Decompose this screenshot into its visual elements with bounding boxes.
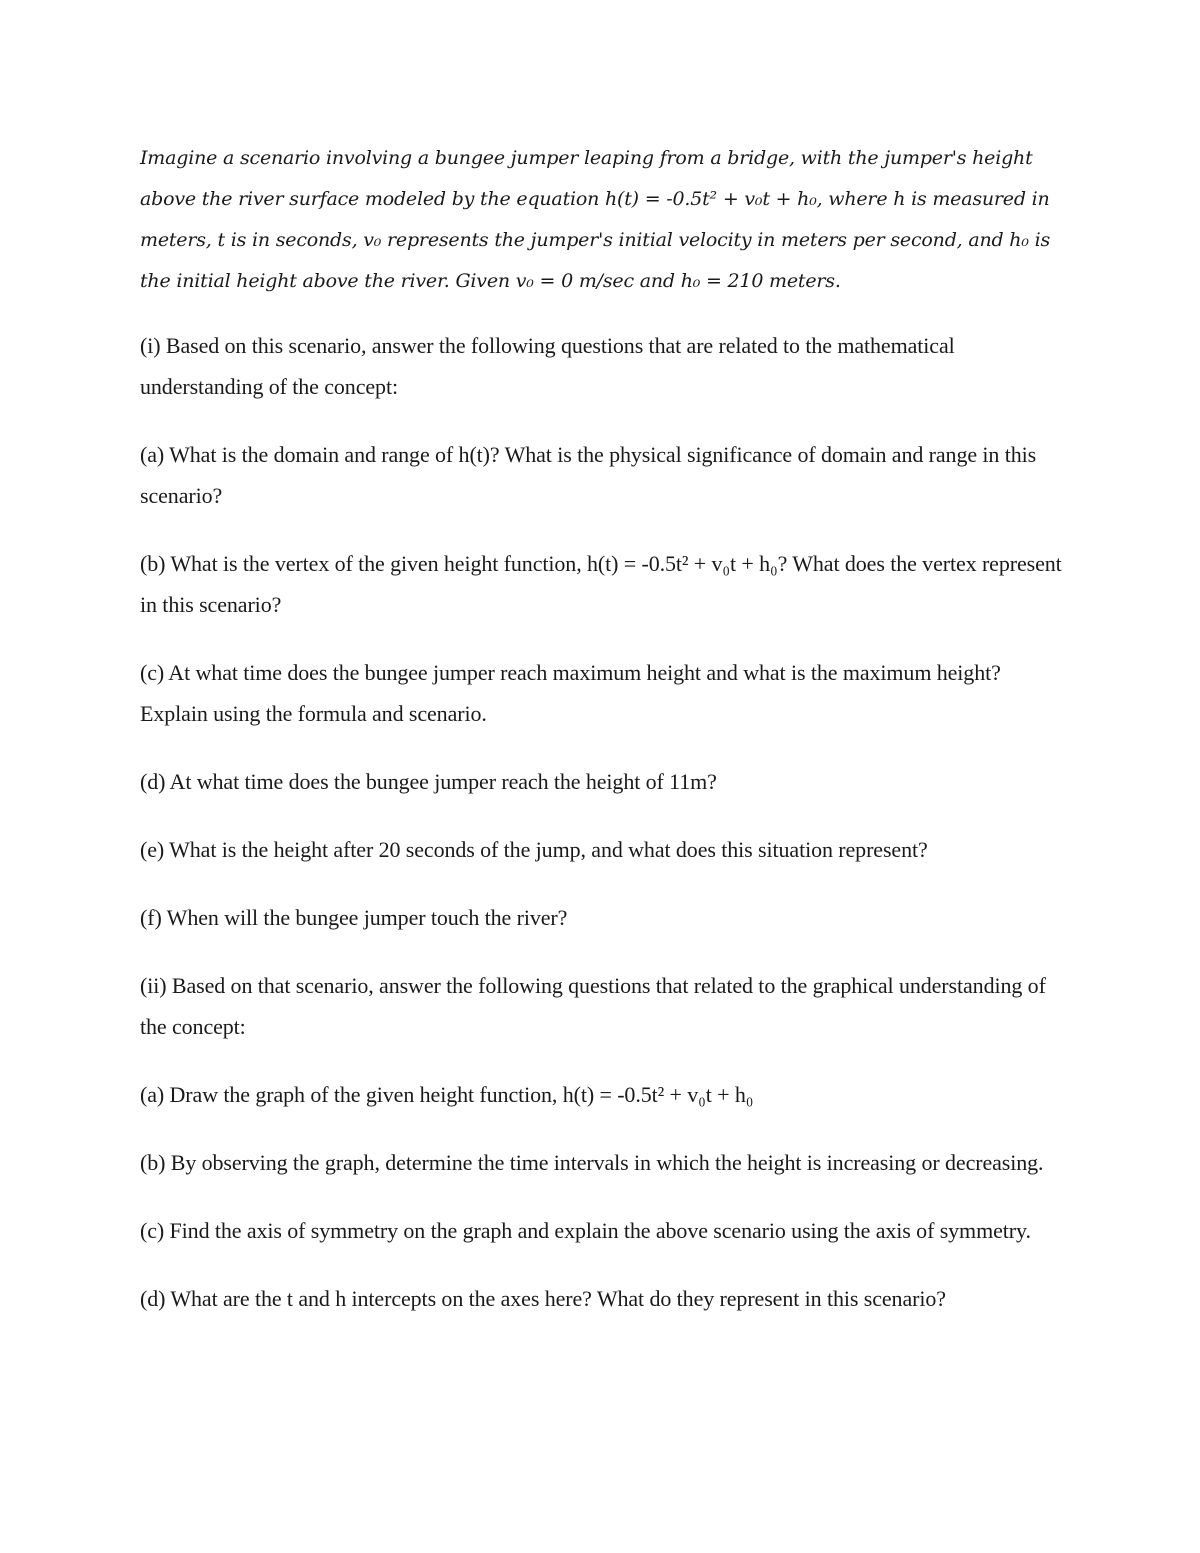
question-i-f: (f) When will the bungee jumper touch the river? (140, 905, 568, 930)
question-i-b: (b) What is the vertex of the given height function, h(t) = -0.5t² + v₀t + h₀? What does the vertex represent in this scenario? (140, 551, 1062, 617)
part-ii-heading: (ii) Based on that scenario, answer the following questions that related to the graphical understanding of the concept: (140, 973, 1046, 1039)
question-ii-b: (b) By observing the graph, determine the time intervals in which the height is increasing or decreasing. (140, 1150, 1044, 1175)
question-ii-d: (d) What are the t and h intercepts on the axes here? What do they represent in this scenario? (140, 1286, 946, 1311)
question-ii-c: (c) Find the axis of symmetry on the graph and explain the above scenario using the axis of symmetry. (140, 1218, 1031, 1243)
question-i-d: (d) At what time does the bungee jumper reach the height of 11m? (140, 769, 717, 794)
question-ii-a: (a) Draw the graph of the given height function, h(t) = -0.5t² + v₀t + h₀ (140, 1082, 754, 1107)
question-i-c: (c) At what time does the bungee jumper reach maximum height and what is the maximum height? Explain using the formula and scenario. (140, 660, 1001, 726)
document-body (140, 138, 1070, 1346)
question-i-e: (e) What is the height after 20 seconds of the jump, and what does this situation represent? (140, 837, 928, 862)
question-i-a: (a) What is the domain and range of h(t)? What is the physical significance of domain and range in this scenario? (140, 442, 1037, 508)
scenario-intro: Imagine a scenario involving a bungee jumper leaping from a bridge, with the jumper's height above the river surface modeled by the equation h(t) = -0.5t² + v₀t + h₀, where h is measured in meters, t is in seconds, v₀ represents the jumper's initial velocity in meters per second, and h₀ is the initial height above the river. Given v₀ = 0 m/sec and h₀ = 210 meters. (140, 147, 1051, 292)
part-i-heading: (i) Based on this scenario, answer the following questions that are related to the mathematical understanding of the concept: (140, 333, 955, 399)
